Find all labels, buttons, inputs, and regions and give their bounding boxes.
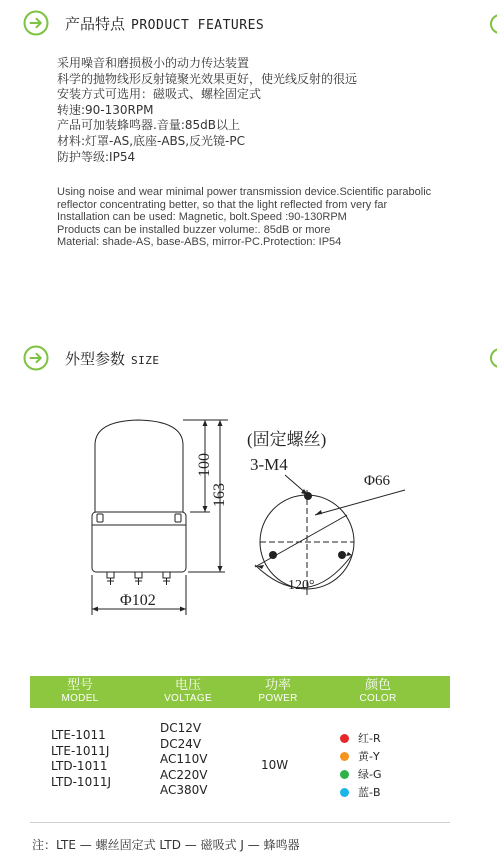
voltage-column [160,721,208,799]
model-cell: LTE-1011 [51,728,106,742]
header-model: 型号 MODEL [61,678,99,704]
features-en-line: Material: shade-AS, base-ABS, mirror-PC.Protection: IP54 [57,236,342,249]
footnote: 注：LTE — 螺丝固定式 LTD — 磁吸式 J — 蜂鸣器 [32,838,300,852]
color-item-yellow: 黄-Y [340,748,380,764]
voltage-cell: DC24V [160,736,202,751]
features-en-line: Installation can be used: Magnetic, bolt.Speed :90-130RPM [57,211,347,224]
voltage-cell: DC12V [160,721,202,735]
features-en-line: Using noise and wear minimal power transmission device.Scientific parabolic reflector concentrating better, so that the light reflected from very far [57,186,432,211]
bolt-studs [107,572,170,585]
angle-label: 120° [288,578,315,593]
features-zh-line: 产品可加装蜂鸣器.音量:85dB以上 [57,118,240,133]
features-zh-line: 转速:90-130RPM [57,102,154,117]
features-zh-line: 材料:灯罩-AS,底座-ABS,反光镜-PC [57,133,245,148]
size-title-zh: 外型参数 [65,350,126,368]
bolt-spec-label: 3-M4 [250,455,288,474]
features-zh-line: 科学的抛物线形反射镜聚光效果更好，使光线反射的很远 [57,71,358,86]
color-item-blue: 蓝-B [340,784,381,800]
color-item-red: 红-R [340,730,381,746]
arrow-circle-icon [23,345,49,371]
features-zh-line: 防护等级:IP54 [57,149,136,164]
features-heading [65,13,264,34]
voltage-cell: AC220V [160,767,208,782]
voltage-cell: AC380V [160,783,208,797]
size-title-en: SIZE [131,354,160,367]
features-en-list [57,186,453,249]
model-column [51,728,111,790]
dim-100-label: 100 [196,453,213,477]
color-dot-icon [340,734,349,743]
features-zh-line: 采用噪音和磨损极小的动力传达装置 [57,56,250,70]
lamp-shade-outline [95,420,183,512]
side-ring-icon [490,14,497,34]
power-cell: 10W [261,758,289,772]
color-item-green: 绿-G [340,766,382,782]
features-title-zh: 产品特点 [65,15,126,33]
size-heading [65,348,160,369]
table-bottom-rule [30,822,450,823]
side-ring-icon [490,348,497,368]
color-dot-icon [340,788,349,797]
features-zh-line: 安装方式可选用：磁吸式、螺栓固定式 [57,87,262,102]
features-en-line: Products can be installed buzzer volume:. 85dB or more [57,223,331,236]
arrow-circle-icon [23,10,49,36]
voltage-cell: AC110V [160,752,208,766]
features-zh-list [57,56,357,165]
color-dot-icon [340,752,349,761]
model-cell: LTD-1011 [51,759,108,773]
lamp-base-outline [92,512,186,572]
phi66-label: Φ66 [364,473,390,489]
dimension-drawing [80,415,420,620]
spec-table-header [30,676,450,708]
color-dot-icon [340,770,349,779]
model-cell: LTE-1011J [51,743,110,758]
bolt-note-label: (固定螺丝) [247,430,327,449]
header-color: 颜色 COLOR [359,678,397,704]
features-title-en: PRODUCT FEATURES [131,18,265,33]
header-power: 功率 POWER [258,678,298,704]
dim-163-label: 163 [211,483,228,507]
header-voltage: 电压 VOLTAGE [164,678,212,704]
model-cell: LTD-1011J [51,774,112,789]
phi102-label: Φ102 [120,592,156,609]
